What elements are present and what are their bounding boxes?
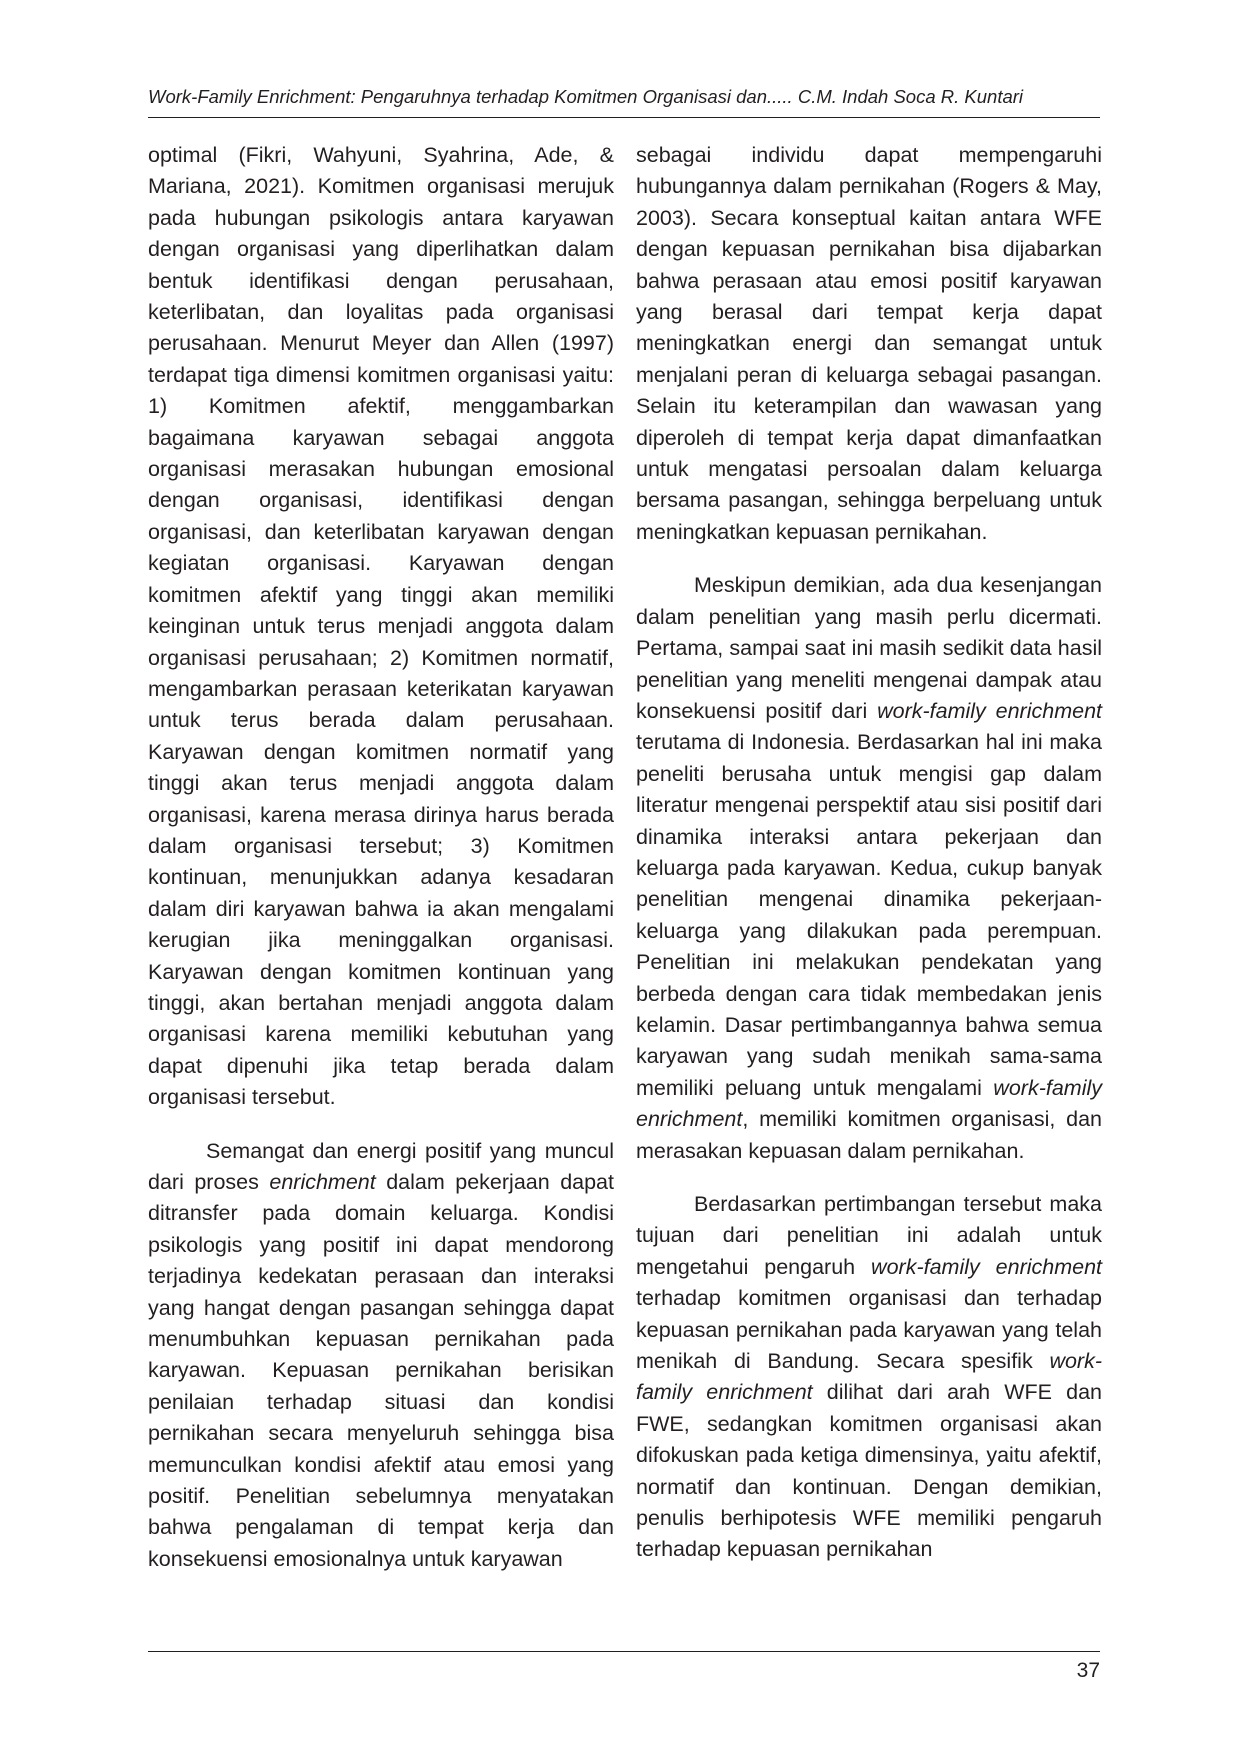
right-p2-italic-2: work-family enrichment: [636, 1075, 1102, 1132]
page-number: 37: [1076, 1659, 1100, 1682]
left-paragraph-1: optimal (Fikri, Wahyuni, Syahrina, Ade, & Mariana, 2021). Komitmen organisasi merujuk pada hubungan psikologis antara karyawan dengan organisasi yang diperlihatkan dalam bentuk identifikasi dengan perusahaan, keterlibatan, dan loyalitas pada organisasi perusahaan. Menurut Meyer dan Allen (1997) terdapat tiga dimensi komitmen organisasi yaitu: 1) Komitmen afektif, menggambarkan bagaimana karyawan sebagai anggota organisasi merasakan hubungan emosional dengan organisasi, identifikasi dengan organisasi, dan keterlibatan karyawan dengan kegiatan organisasi. Karyawan dengan komitmen afektif yang tinggi akan memiliki keinginan untuk terus menjadi anggota dalam organisasi perusahaan; 2) Komitmen normatif, mengambarkan perasaan keterikatan karyawan untuk terus berada dalam perusahaan. Karyawan dengan komitmen normatif yang tinggi akan terus menjadi anggota dalam organisasi, karena merasa dirinya harus berada dalam organisasi tersebut; 3) Komitmen kontinuan, menunjukkan adanya kesadaran dalam diri karyawan bahwa ia akan mengalami kerugian jika meninggalkan organisasi. Karyawan dengan komitmen kontinuan yang tinggi, akan bertahan menjadi anggota dalam organisasi karena memiliki kebutuhan yang dapat dipenuhi jika tetap berada dalam organisasi tersebut.: [148, 143, 614, 1110]
right-paragraph-1: sebagai individu dapat mempengaruhi hubungannya dalam pernikahan (Rogers & May, 2003). Secara konseptual kaitan antara WFE dengan kepuasan pernikahan bisa dijabarkan bahwa perasaan atau emosi positif karyawan yang berasal dari tempat kerja dapat meningkatkan energi dan semangat untuk menjalani peran di keluarga sebagai pasangan. Selain itu keterampilan dan wawasan yang diperoleh di tempat kerja dapat dimanfaatkan untuk mengatasi persoalan dalam keluarga bersama pasangan, sehingga berpeluang untuk meningkatkan kepuasan pernikahan.: [636, 143, 1102, 544]
footer-rule: [148, 1651, 1100, 1652]
right-paragraph-2: [636, 570, 1102, 1167]
right-column: [636, 140, 1102, 1588]
right-p3-text-a: Berdasarkan pertimbangan tersebut maka tujuan dari penelitian ini adalah untuk mengetahui pengaruh: [636, 1192, 1102, 1279]
right-p2-text-c: , memiliki komitmen organisasi, dan merasakan kepuasan dalam pernikahan.: [636, 1107, 1102, 1163]
right-p3-text-b: terhadap komitmen organisasi dan terhadap kepuasan pernikahan pada karyawan yang telah menikah di Bandung. Secara spesifik: [636, 1286, 1102, 1374]
right-p3-italic-2: work-family enrichment: [636, 1349, 1102, 1405]
left-p2-text-a: Semangat dan energi positif yang muncul dari proses: [148, 1138, 614, 1194]
left-column: [148, 140, 614, 1597]
running-header: Work-Family Enrichment: Pengaruhnya terhadap Komitmen Organisasi dan..... C.M. Indah Soca R. Kuntari: [148, 86, 1024, 107]
header-rule: [148, 117, 1100, 118]
left-p2-text-b: dalam pekerjaan dapat ditransfer pada domain keluarga. Kondisi psikologis yang positif ini dapat mendorong terjadinya kedekatan perasaan dan interaksi yang hangat dengan pasangan sehingga dapat menumbuhkan kepuasan pernikahan pada karyawan. Kepuasan pernikahan berisikan penilaian terhadap situasi dan kondisi pernikahan secara menyeluruh sehingga bisa memunculkan kondisi afektif atau emosi yang positif. Penelitian sebelumnya menyatakan bahwa pengalaman di tempat kerja dan konsekuensi emosionalnya untuk karyawan: [148, 1170, 614, 1571]
right-p3-italic-1: work-family enrichment: [871, 1254, 1103, 1279]
right-paragraph-3: [636, 1189, 1102, 1566]
right-p2-text-b: terutama di Indonesia. Berdasarkan hal ini maka peneliti berusaha untuk mengisi gap dalam literatur mengenai perspektif atau sisi positif dari dinamika interaksi antara pekerjaan dan keluarga pada karyawan. Kedua, cukup banyak penelitian mengenai dinamika pekerjaan-keluarga yang dilakukan pada perempuan. Penelitian ini melakukan pendekatan yang berbeda dengan cara tidak membedakan jenis kelamin. Dasar pertimbangannya bahwa semua karyawan yang sudah menikah sama-sama memiliki peluang untuk mengalami: [636, 730, 1102, 1100]
left-paragraph-2: [148, 1136, 614, 1576]
left-p2-italic: enrichment: [269, 1170, 376, 1194]
right-p3-text-c: dilihat dari arah WFE dan FWE, sedangkan komitmen organisasi akan difokuskan pada ketiga dimensinya, yaitu afektif, normatif dan kontinuan. Dengan demikian, penulis berhipotesis WFE memiliki pengaruh terhadap kepuasan pernikahan: [636, 1380, 1102, 1562]
right-p2-italic-1: work-family enrichment: [877, 698, 1102, 723]
right-p2-text-a: Meskipun demikian, ada dua kesenjangan dalam penelitian yang masih perlu dicermati. Pertama, sampai saat ini masih sedikit data hasil penelitian yang meneliti mengenai dampak atau konsekuensi positif dari: [636, 573, 1102, 723]
